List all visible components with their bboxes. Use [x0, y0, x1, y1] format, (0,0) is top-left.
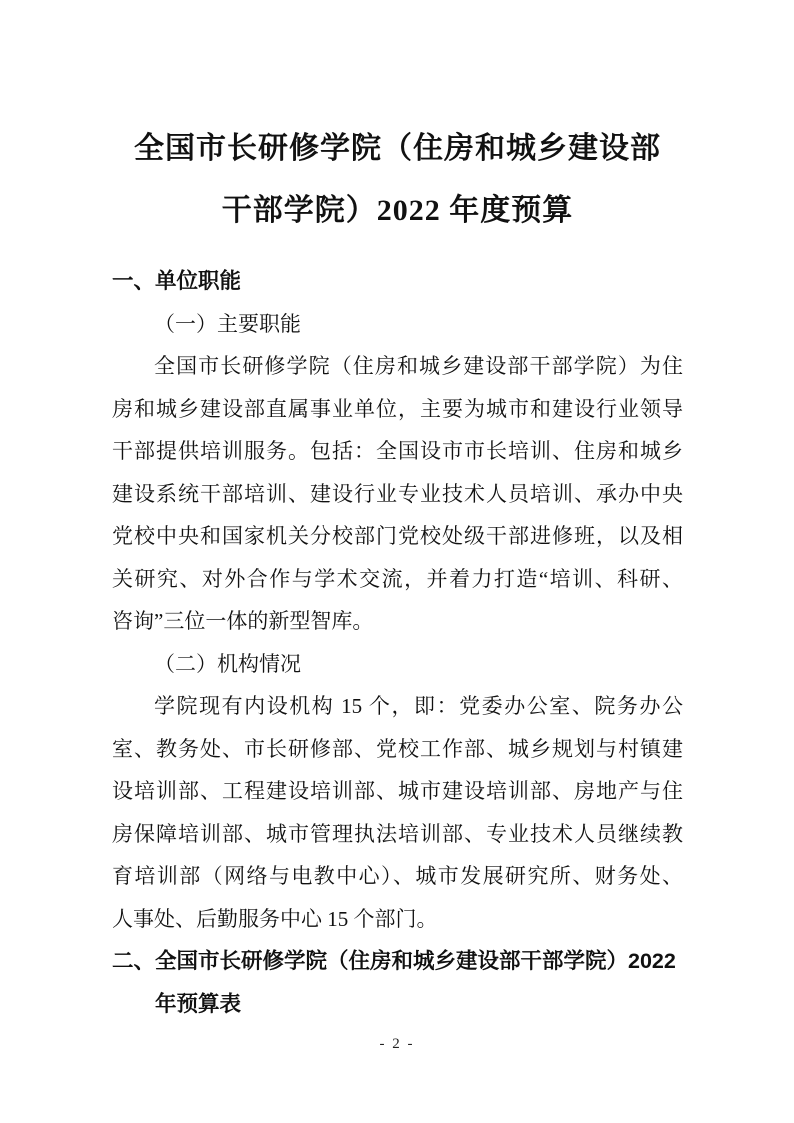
section-1-heading: 一、单位职能	[112, 269, 242, 293]
section-1-subheading-1: （一）主要职能	[154, 311, 301, 336]
paragraph-line: 建设系统干部培训、建设行业专业技术人员培训、承办中央	[112, 481, 683, 506]
paragraph-line: 育培训部（网络与电教中心）、城市发展研究所、财务处、	[112, 864, 683, 888]
paragraph-line: 房和城乡建设部直属事业单位，主要为城市和建设行业领导	[112, 396, 683, 421]
section-2-heading-line-1: 二、全国市长研修学院（住房和城乡建设部干部学院）2022	[112, 949, 676, 973]
paragraph-line: 党校中央和国家机关分校部门党校处级干部进修班，以及相	[112, 524, 683, 548]
paragraph-line: 学院现有内设机构 15 个，即：党委办公室、院务办公	[154, 694, 683, 718]
page-footer	[0, 1036, 794, 1053]
section-1-subheading-2: （二）机构情况	[154, 651, 301, 676]
paragraph-main-functions	[112, 345, 683, 643]
document-body	[112, 260, 683, 1025]
page-number: - 2 -	[379, 1036, 415, 1052]
title-line-2: 干部学院）2022 年度预算	[221, 194, 574, 227]
paragraph-line: 室、教务处、市长研修部、党校工作部、城乡规划与村镇建	[112, 736, 683, 761]
paragraph-line: 房保障培训部、城市管理执法培训部、专业技术人员继续教	[112, 821, 683, 846]
paragraph-organization	[112, 685, 683, 940]
paragraph-line: 人事处、后勤服务中心 15 个部门。	[112, 906, 438, 931]
paragraph-line: 咨询”三位一体的新型智库。	[112, 609, 374, 633]
document-title	[112, 118, 683, 242]
section-2-heading-line-2: 年预算表	[155, 991, 242, 1016]
paragraph-line: 全国市长研修学院（住房和城乡建设部干部学院）为住	[154, 354, 683, 378]
paragraph-line: 设培训部、工程建设培训部、城市建设培训部、房地产与住	[112, 779, 683, 803]
paragraph-line: 干部提供培训服务。包括：全国设市市长培训、住房和城乡	[112, 439, 683, 463]
paragraph-line: 关研究、对外合作与学术交流，并着力打造“培训、科研、	[112, 566, 683, 591]
title-line-1: 全国市长研修学院（住房和城乡建设部	[134, 132, 661, 165]
